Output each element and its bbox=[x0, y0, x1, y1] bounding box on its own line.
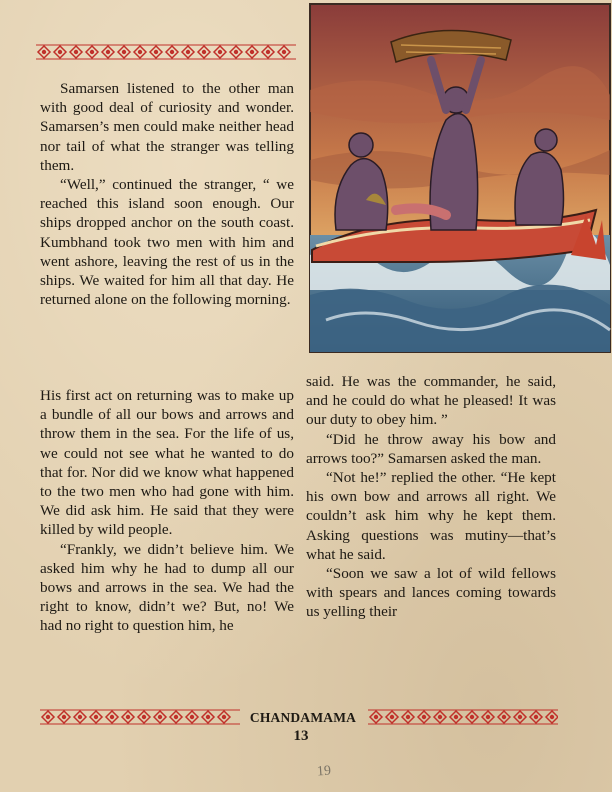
right-column bbox=[306, 372, 556, 622]
ornament-motif bbox=[134, 46, 146, 58]
magazine-title: CHANDAMAMA bbox=[249, 710, 357, 725]
ornament-motif bbox=[402, 711, 414, 723]
ornament-motif bbox=[198, 46, 210, 58]
top-ornament-border bbox=[36, 44, 296, 60]
left-column-bottom bbox=[40, 386, 294, 636]
ornament-motif bbox=[154, 711, 166, 723]
paragraph: His first act on returning was to make up a bundle of all our bows and arrows and throw them in the sea. For the life of us, we could not see what he wanted to do that for. Nor did we know what happened to the two men who had gone with him. We did ask him. He said that they were killed by wild people. bbox=[40, 387, 294, 539]
footer-ornament-right bbox=[368, 709, 558, 725]
ornament-motif bbox=[230, 46, 242, 58]
ornament-motif bbox=[262, 46, 274, 58]
ornament-motif bbox=[170, 711, 182, 723]
ornament-motif bbox=[42, 711, 54, 723]
ornament-motif bbox=[246, 46, 258, 58]
ornament-motif bbox=[202, 711, 214, 723]
footer-ornament-left bbox=[40, 709, 240, 725]
ornament-motif bbox=[182, 46, 194, 58]
story-illustration bbox=[306, 0, 612, 355]
paragraph: said. He was the commander, he said, and he could do what he pleased! It was our duty to obey him. ” bbox=[306, 373, 556, 429]
ornament-motif bbox=[450, 711, 462, 723]
ornament-motif bbox=[122, 711, 134, 723]
ornament-motif bbox=[166, 46, 178, 58]
paragraph: Samarsen listened to the other man with good deal of curiosity and wonder. Samarsen’s men could make neither head nor tail of what the stranger was telling them. bbox=[40, 80, 294, 174]
ornament-motif bbox=[278, 46, 290, 58]
ornament-motif bbox=[90, 711, 102, 723]
ornament-motif bbox=[74, 711, 86, 723]
ornament-motif bbox=[186, 711, 198, 723]
ornament-motif bbox=[150, 46, 162, 58]
ornament-motif bbox=[118, 46, 130, 58]
paragraph: “Not he!” replied the other. “He kept his own bow and arrows all right. We couldn’t ask him why he kept them. Asking questions was mutiny—that’s what he said. bbox=[306, 469, 556, 563]
ornament-motif bbox=[86, 46, 98, 58]
ornament-motif bbox=[38, 46, 50, 58]
ornament-motif bbox=[106, 711, 118, 723]
ornament-motif bbox=[482, 711, 494, 723]
ornament-motif bbox=[434, 711, 446, 723]
ornament-motif bbox=[386, 711, 398, 723]
ornament-motif bbox=[218, 711, 230, 723]
paragraph: “Frankly, we didn’t believe him. We asked him why he had to dump all our bows and arrows in the sea. We had the right to know, didn’t we? But, no! We had no right to question him, he bbox=[40, 540, 294, 635]
ornament-motif bbox=[138, 711, 150, 723]
ornament-motif bbox=[102, 46, 114, 58]
handwritten-mark: 19 bbox=[316, 763, 332, 780]
ornament-motif bbox=[418, 711, 430, 723]
left-column-top bbox=[40, 79, 294, 309]
ornament-motif bbox=[546, 711, 558, 723]
paragraph: “Did he throw away his bow and arrows too?” Samarsen asked the man. bbox=[306, 430, 556, 467]
ornament-motif bbox=[498, 711, 510, 723]
paragraph: “Well,” continued the stranger, “ we reached this island soon enough. Our ships dropped anchor on the south coast. Kumbhand took two men with him and went ashore, leaving the rest of us in the ships. We waited for him all that day. He returned alone on the following morning. bbox=[40, 176, 294, 309]
paragraph: “Soon we saw a lot of wild fellows with spears and lances coming towards us yelling their bbox=[306, 565, 556, 621]
page-number: 13 bbox=[293, 728, 309, 744]
ornament-motif bbox=[54, 46, 66, 58]
ornament-motif bbox=[370, 711, 382, 723]
ornament-motif bbox=[214, 46, 226, 58]
ornament-motif bbox=[70, 46, 82, 58]
ornament-motif bbox=[58, 711, 70, 723]
ornament-motif bbox=[530, 711, 542, 723]
ornament-motif bbox=[514, 711, 526, 723]
ornament-motif bbox=[466, 711, 478, 723]
